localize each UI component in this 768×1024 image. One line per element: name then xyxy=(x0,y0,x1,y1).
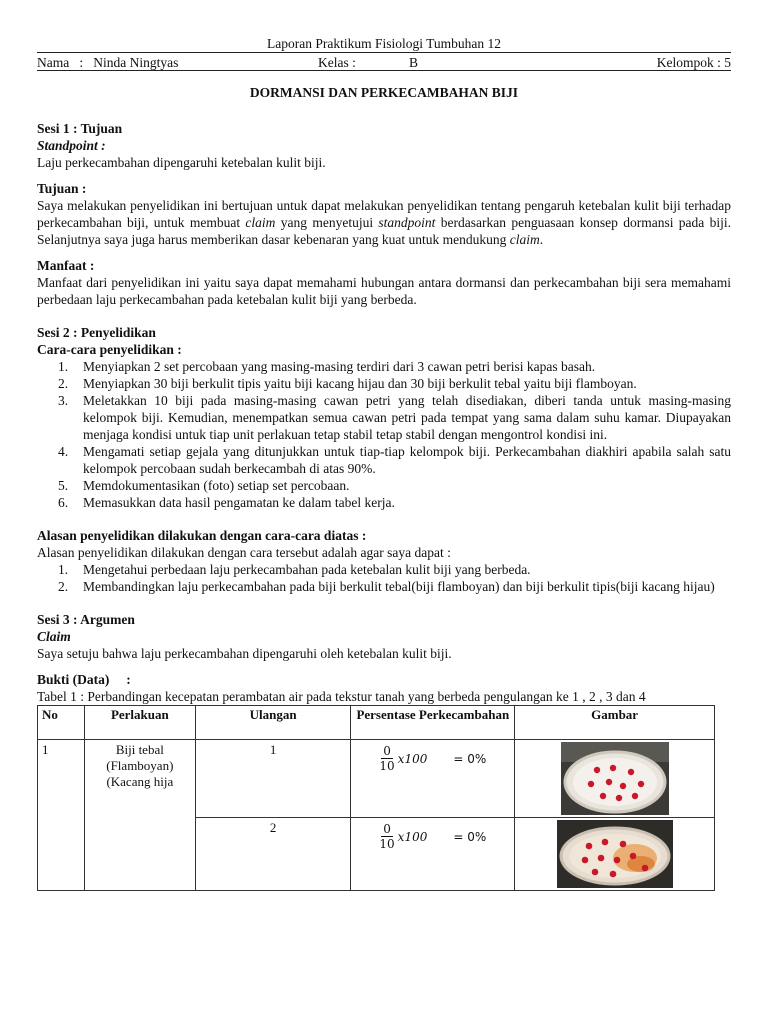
table-caption: Tabel 1 : Perbandingan kecepatan perambatan air pada tekstur tanah yang berbeda pengulangan ke 1 , 2 , 3 dan 4 xyxy=(37,689,646,704)
table-cell-no: 1 xyxy=(38,740,85,891)
standpoint-text: Laju perkecambahan dipengaruhi ketebalan kulit biji. xyxy=(37,155,326,170)
sesi2-heading: Sesi 2 : Penyelidikan xyxy=(37,325,156,340)
report-title: DORMANSI DAN PERKECAMBAHAN BIJI xyxy=(249,85,519,100)
table-cell-persentase: $\frac{0}{10}$ x100 = 0% xyxy=(351,740,515,818)
list-item: 3. Meletakkan 10 biji pada masing-masing cawan petri yang telah disediakan, diberi tanda untuk masing-masing kelompok biji. Kemudian, menempatkan semua cawan petri pada tempat yang sama dalam suhu kamar. Diupayakan menjaga kondisi untuk tiap unit perlakuan tetap stabil tetap stabil dengan mengontrol kondisi ini. xyxy=(58,393,731,442)
reason-list xyxy=(37,561,731,595)
tujuan-label: Tujuan : xyxy=(37,181,87,196)
group-number: Kelompok : 5 xyxy=(656,55,731,70)
manfaat-paragraph: Manfaat dari penyelidikan ini yaitu saya dapat memahami hubungan antara dormansi dan perkecambahan biji sera memahami perbedaan laju perkecambahan pada ketebalan kulit biji yang berbeda. xyxy=(37,275,731,307)
claim-text: Saya setuju bahwa laju perkecambahan dipengaruhi oleh ketebalan kulit biji. xyxy=(37,646,452,661)
table-cell-persentase: $\frac{0}{10}$ x100 = 0% xyxy=(351,818,515,891)
student-name: Nama : Ninda Ningtyas xyxy=(37,55,179,70)
list-item: 4. Mengamati setiap gejala yang ditunjukkan untuk tiap-tiap kelompok biji. Perkecambahan diakhiri apabila salah satu kelompok percobaan sudah berkecambah di atas 90%. xyxy=(58,444,731,476)
list-item: 2. Membandingkan laju perkecambahan pada biji berkulit tebal(biji flamboyan) dan biji berkulit tipis(biji kacang hijau) xyxy=(58,579,715,594)
petri-dish-photo xyxy=(557,820,673,888)
class-label: Kelas : xyxy=(318,55,356,70)
table-cell-gambar xyxy=(515,818,715,891)
table-header-cell: Ulangan xyxy=(195,706,351,740)
table-header-cell: No xyxy=(38,706,85,740)
table-header-cell: Gambar xyxy=(515,706,715,740)
running-header: Laporan Praktikum Fisiologi Tumbuhan 12 xyxy=(266,36,501,51)
list-item: 6. Memasukkan data hasil pengamatan ke dalam tabel kerja. xyxy=(58,495,395,510)
bukti-label: Bukti (Data) : xyxy=(37,672,131,687)
table-cell-gambar xyxy=(515,740,715,818)
list-item: 2. Menyiapkan 30 biji berkulit tipis yaitu biji kacang hijau dan 30 biji berkulit tebal yaitu biji flamboyan. xyxy=(58,376,637,391)
list-item: 1. Menyiapkan 2 set percobaan yang masing-masing terdiri dari 3 cawan petri berisi kapas basah. xyxy=(58,359,596,374)
list-item: 5. Memdokumentasikan (foto) setiap set percobaan. xyxy=(58,478,350,493)
sesi1-heading: Sesi 1 : Tujuan xyxy=(37,121,123,136)
class-value: B xyxy=(409,55,419,70)
table-cell-ulangan: 1 xyxy=(195,740,351,818)
table-header-cell: Persentase Perkecambahan xyxy=(351,706,515,740)
table-header-cell: Perlakuan xyxy=(84,706,195,740)
petri-dish-photo xyxy=(561,742,669,815)
list-item: 1. Mengetahui perbedaan laju perkecambahan pada ketebalan kulit biji yang berbeda. xyxy=(58,562,531,577)
tujuan-paragraph: Saya melakukan penyelidikan ini bertujuan untuk dapat melakukan penyelidikan tentang pengaruh ketebalan kulit biji terhadap perkecambahan biji, untuk membuat claim yang menyetujui standpoint berdasarkan penguasaan konsep dormansi pada biji. Selanjutnya saya juga harus memberikan dasar kebenaran yang kuat untuk mendukung claim. xyxy=(37,198,731,247)
data-table xyxy=(37,705,715,891)
procedure-list xyxy=(37,358,731,511)
sesi3-heading: Sesi 3 : Argumen xyxy=(37,612,135,627)
table-cell-perlakuan: Biji tebal (Flamboyan) (Kacang hija xyxy=(84,740,195,891)
report-body xyxy=(37,84,731,891)
table-row xyxy=(38,740,715,818)
cara-label: Cara-cara penyelidikan : xyxy=(37,342,182,357)
alasan-intro: Alasan penyelidikan dilakukan dengan cara tersebut adalah agar saya dapat : xyxy=(37,545,451,560)
student-info-line xyxy=(37,52,731,71)
table-header-row xyxy=(38,706,715,740)
standpoint-label: Standpoint : xyxy=(37,138,106,153)
alasan-label: Alasan penyelidikan dilakukan dengan cara-cara diatas : xyxy=(37,528,367,543)
claim-label: Claim xyxy=(37,629,71,644)
manfaat-label: Manfaat : xyxy=(37,258,95,273)
table-cell-ulangan: 2 xyxy=(195,818,351,891)
